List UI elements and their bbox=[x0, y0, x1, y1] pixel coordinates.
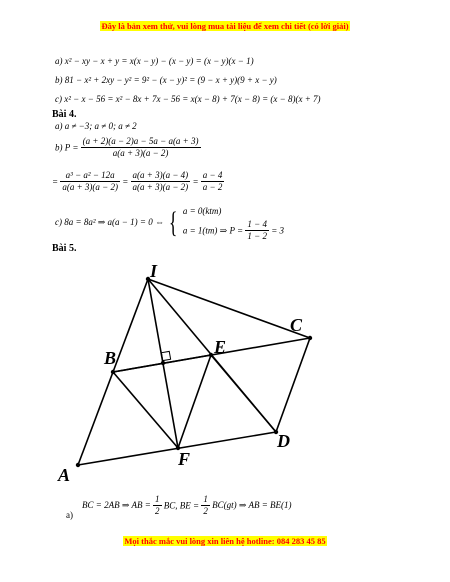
bai4-c-result: = 3 bbox=[271, 225, 285, 236]
fraction-numerator: 1 bbox=[155, 494, 160, 504]
label-I: I bbox=[150, 261, 158, 281]
hotline-banner: Mọi thắc mắc vui lòng xin liên hệ hotline: 084 283 45 85 bbox=[124, 536, 326, 546]
label-A: A bbox=[58, 465, 71, 485]
half-fraction bbox=[153, 494, 162, 517]
bai4-c-prefix: c) 8a = 8a² ⇒ a(a − 1) = 0 ⇔ bbox=[55, 217, 164, 227]
point-intersection bbox=[161, 361, 165, 365]
fraction-denominator: a − 2 bbox=[202, 182, 223, 192]
bai5-a-part-2: BC, BE = bbox=[163, 500, 200, 511]
bai4-c-case-1: a = 0(ktm) bbox=[182, 206, 222, 216]
equals-sign: = bbox=[192, 176, 199, 187]
fraction-numerator: a(a + 3)(a − 4) bbox=[132, 170, 189, 180]
segment-CD bbox=[276, 338, 310, 432]
fraction-denominator: 2 bbox=[203, 506, 208, 516]
equals-sign: = bbox=[52, 176, 59, 187]
bai4-c-case-2-text: a = 1(tm) ⇒ P = bbox=[182, 225, 244, 236]
point-E bbox=[209, 353, 213, 357]
bai5-title: Bài 5. bbox=[52, 243, 77, 254]
preview-banner: Đây là bản xem thử, vui lòng mua tài liệu để xem chi tiết (có lời giải) bbox=[101, 21, 349, 31]
left-brace: { bbox=[169, 205, 178, 239]
label-F: F bbox=[178, 449, 191, 469]
bai4-line-a: a) a ≠ −3; a ≠ 0; a ≠ 2 bbox=[55, 121, 137, 131]
bai4-title: Bài 4. bbox=[52, 109, 77, 120]
fraction-denominator: a(a + 3)(a − 2) bbox=[62, 182, 118, 192]
fraction-numerator: 1 bbox=[203, 494, 208, 504]
bai5-a-part-3: BC(gt) ⇒ AB = BE(1) bbox=[212, 500, 292, 510]
segment-BF bbox=[113, 372, 178, 448]
label-E: E bbox=[214, 337, 227, 357]
bai4-b-denominator: a(a + 3)(a − 2) bbox=[112, 148, 169, 158]
label-D: D bbox=[277, 431, 290, 451]
label-B: B bbox=[104, 348, 117, 368]
segment-FE bbox=[178, 355, 211, 448]
bai3-line-c: c) x² − x − 56 = x² − 8x + 7x − 56 = x(x − 8) + 7(x − 8) = (x − 8)(x + 7) bbox=[55, 94, 321, 104]
bai4-b-numerator: (a + 2)(a − 2)a − 5a − a(a + 3) bbox=[82, 136, 199, 146]
half-fraction bbox=[201, 494, 210, 517]
right-angle-mark bbox=[161, 351, 170, 360]
bai3-line-b: b) 81 − x² + 2xy − y² = 9² − (x − y)² = (9 − x + y)(9 + x − y) bbox=[55, 75, 277, 85]
point-C bbox=[308, 336, 312, 340]
bai3-line-a: a) x² − xy − x + y = x(x − y) − (x − y) = (x − y)(x − 1) bbox=[55, 56, 254, 66]
fraction-numerator: a³ − a² − 12a bbox=[60, 170, 120, 182]
bai4-b-prefix: b) P = bbox=[55, 142, 79, 153]
label-C: C bbox=[290, 315, 303, 335]
fraction-numerator: 1 − 4 bbox=[247, 219, 267, 229]
point-A bbox=[76, 463, 80, 467]
bai5-a-part-1: BC = 2AB ⇒ AB = bbox=[82, 500, 151, 510]
fraction-numerator: a − 4 bbox=[202, 170, 223, 180]
point-B bbox=[111, 370, 115, 374]
fraction-denominator: 1 − 2 bbox=[247, 231, 267, 241]
fraction-denominator: a(a + 3)(a − 2) bbox=[132, 182, 189, 192]
equals-sign: = bbox=[122, 176, 129, 187]
bai5-a-label: a) bbox=[66, 510, 73, 520]
fraction-denominator: 2 bbox=[155, 506, 160, 516]
bai5-a-line bbox=[82, 494, 292, 517]
